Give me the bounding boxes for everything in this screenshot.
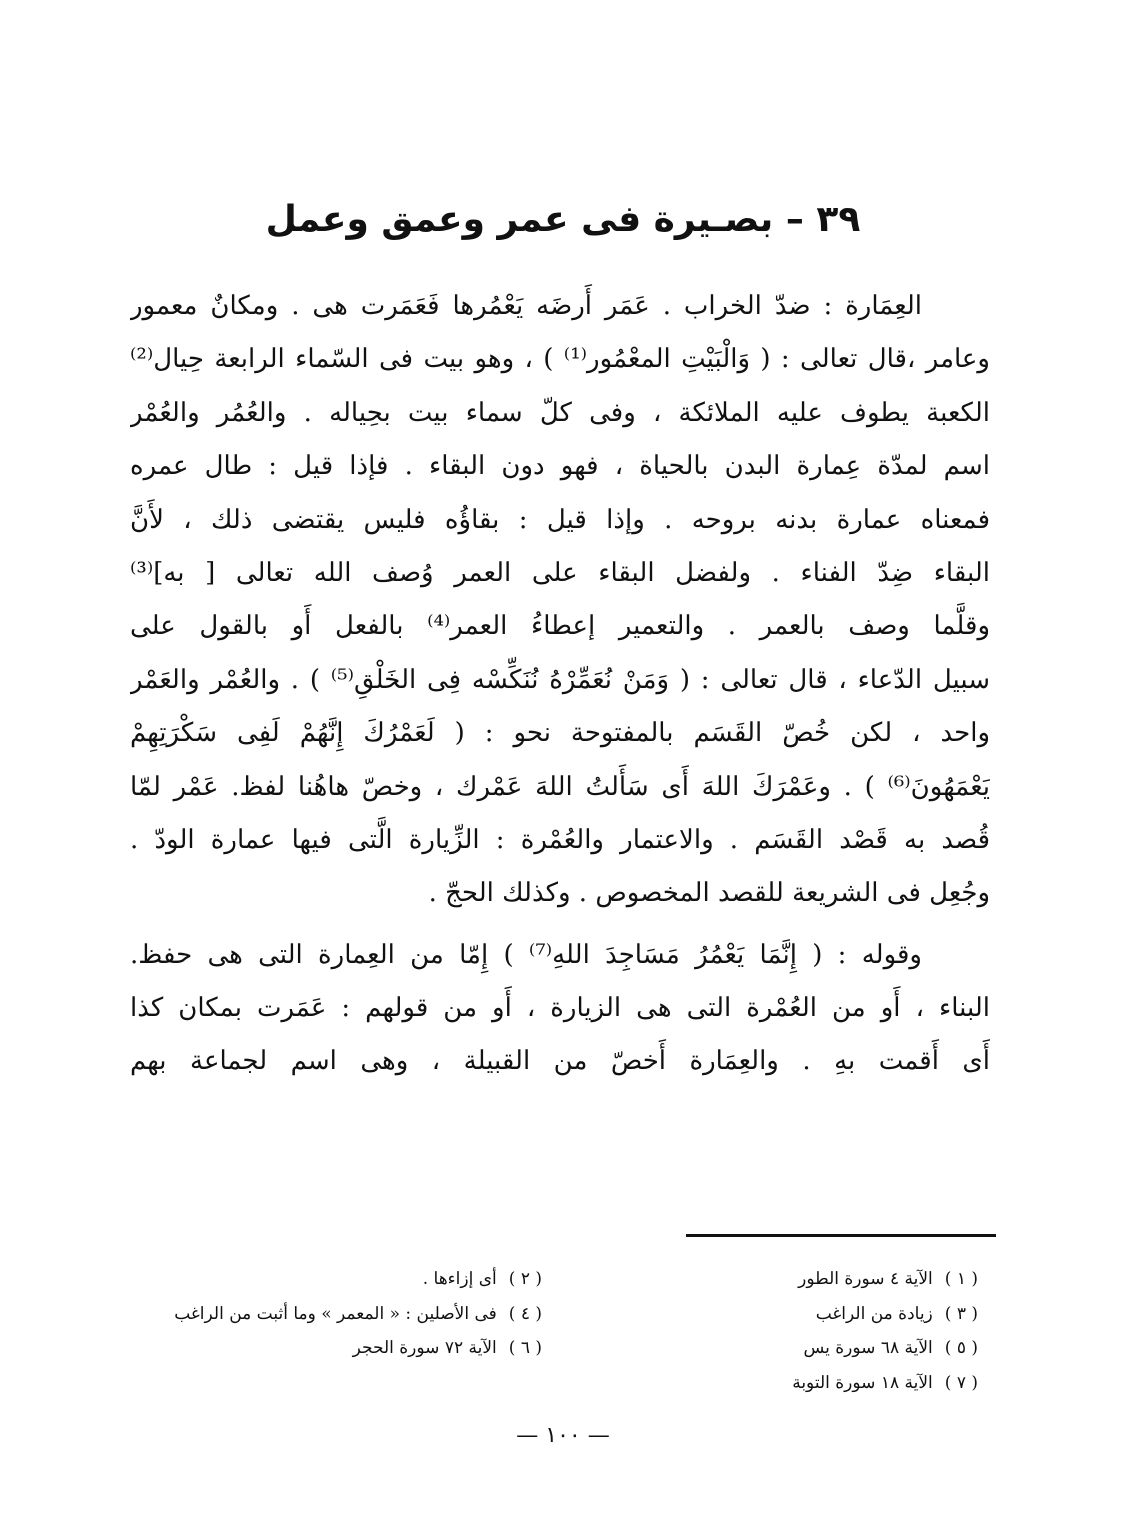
footnotes-right-column — [792, 1262, 978, 1400]
text-line: وقوله : ( إِنَّمَا يَعْمُرُ مَسَاجِدَ اللهِ⁽⁷⁾ ) إِمّا من العِمارة التى هى حفظ. — [130, 939, 922, 970]
footnote-number: ( ١ ) — [944, 1269, 978, 1289]
text-line: وجُعِل فى الشريعة للقصد المخصوص . وكذلك الحجّ . — [428, 878, 990, 909]
footnote-text: الآية ١٨ سورة التوبة — [792, 1372, 933, 1393]
text-line: أَى أَقمت بهِ . والعِمَارة أَخصّ من القبيلة ، وهى اسم لجماعة بهم — [130, 1046, 990, 1077]
text-line: قُصد به قَصْد القَسَم . والاعتمار والعُمْرة : الزِّيارة الَّتى فيها عمارة الودّ . — [130, 824, 990, 855]
footnote-item — [174, 1297, 542, 1332]
text-line: يَعْمَهُونَ⁽⁶⁾ ) . وعَمْرَكَ اللهَ أَى سَأَلتُ اللهَ عَمْرك ، وخصّ هاهُنا لفظ. عَمْر لمّا — [130, 771, 990, 802]
text-line: العِمَارة : ضدّ الخراب . عَمَر أَرضَه يَعْمُرها فَعَمَرت هى . ومكانٌ معمور — [130, 291, 922, 321]
text-line: سبيل الدّعاء ، قال تعالى : ( وَمَنْ نُعَمِّرْهُ نُنَكِّسْه فِى الخَلْقِ⁽⁵⁾ ) . والعُمْر والعَمْر — [130, 664, 990, 695]
footnote-number: ( ٧ ) — [944, 1372, 978, 1393]
text-line: وعامر ،قال تعالى : ( وَالْبَيْتِ المعْمُور⁽¹⁾ ) ، وهو بيت فى السّماء الرابعة حِيال⁽²⁾ — [130, 344, 990, 375]
footnote-divider — [686, 1234, 996, 1237]
text-line: واحد ، لكن خُصّ القَسَم بالمفتوحة نحو : ( لَعَمْرُكَ إِنَّهُمْ لَفِى سَكْرَتِهِمْ — [130, 718, 990, 749]
footnote-text: أى إزاءها . — [422, 1269, 497, 1289]
footnotes-left-column — [174, 1262, 542, 1366]
text-line: وقلَّما وصف بالعمر . والتعمير إعطاءُ العمر⁽⁴⁾ بالفعل أَو بالقول على — [130, 611, 990, 642]
footnote-item — [792, 1366, 978, 1401]
main-text — [130, 280, 990, 1089]
footnote-item — [174, 1262, 542, 1297]
footnote-item — [174, 1331, 542, 1366]
footnote-text: فى الأصلين : « المعمر » وما أثبت من الراغب — [174, 1303, 497, 1324]
text-line: البقاء ضِدّ الفناء . ولفضل البقاء على العمر وُصف الله تعالى [ به]⁽³⁾ — [130, 557, 990, 588]
paragraph-gap — [130, 921, 990, 929]
text-line: الكعبة يطوف عليه الملائكة ، وفى كلّ سماء بيت بحِياله . والعُمُر والعُمْر — [130, 397, 990, 428]
footnote-item — [792, 1297, 978, 1332]
footnote-number: ( ٢ ) — [508, 1269, 542, 1289]
footnote-number: ( ٦ ) — [508, 1338, 542, 1358]
text-line: البناء ، أَو من العُمْرة التى هى الزيارة ، أَو من قولهم : عَمَرت بمكان كذا — [130, 993, 990, 1024]
footnote-text: الآية ٤ سورة الطور — [798, 1269, 933, 1289]
footnote-text: الآية ٧٢ سورة الحجر — [352, 1338, 497, 1358]
page-number: — ١٠٠ — — [516, 1423, 610, 1448]
text-line: فمعناه عمارة بدنه بروحه . وإذا قيل : بقاؤُه فليس يقتضى ذلك ، لأَنَّ — [130, 504, 990, 535]
footnote-number: ( ٥ ) — [944, 1338, 978, 1358]
footnote-item — [792, 1331, 978, 1366]
footnote-number: ( ٤ ) — [508, 1303, 542, 1324]
chapter-title: ٣٩ – بصـيرة فى عمر وعمق وعمل — [265, 199, 861, 240]
footnote-text: زيادة من الراغب — [815, 1303, 933, 1324]
footnote-number: ( ٣ ) — [944, 1303, 978, 1324]
text-line: اسم لمدّة عِمارة البدن بالحياة ، فهو دون البقاء . فإذا قيل : طال عمره — [130, 451, 990, 482]
footnote-item — [792, 1262, 978, 1297]
footnote-text: الآية ٦٨ سورة يس — [803, 1338, 933, 1358]
